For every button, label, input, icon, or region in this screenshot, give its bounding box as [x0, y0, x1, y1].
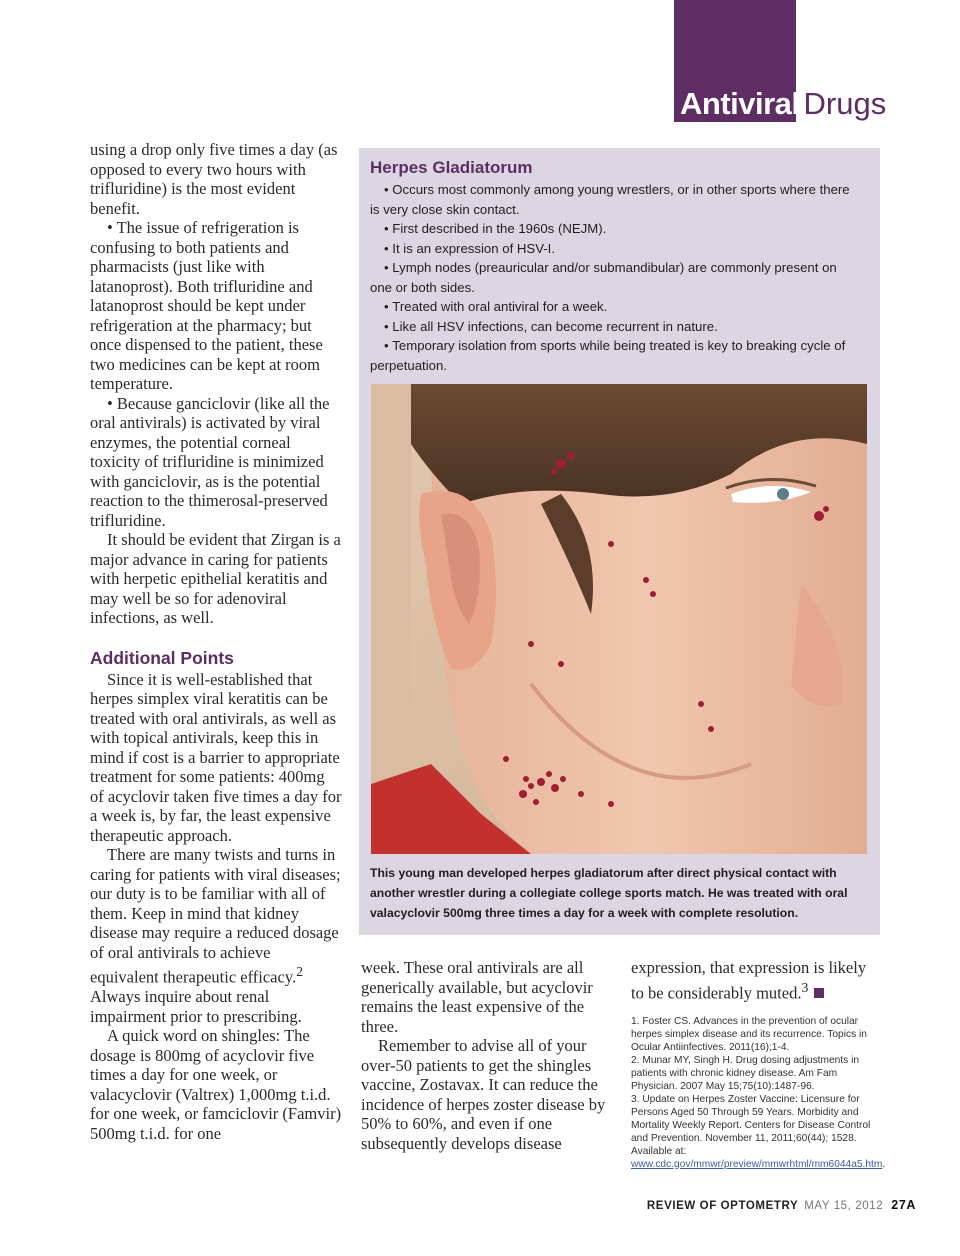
col1-section-paragraph-2 — [90, 845, 342, 1026]
section-title-light: Drugs — [803, 86, 887, 121]
col1-section-paragraph-2-text: There are many twists and turns in caring for patients with viral diseases; our duty is to be familiar with all of them. Keep in mind that kidney disease may require a reduced dosage of oral antivirals to achieve equivalent therapeutic efficacy. — [90, 845, 341, 987]
references-list — [631, 1015, 886, 1171]
reference-3-link[interactable]: www.cdc.gov/mmwr/preview/mmwrhtml/mm6044a5.htm — [631, 1158, 883, 1170]
col1-section-paragraph-2-tail: Always inquire about renal impairment prior to prescribing. — [90, 987, 302, 1026]
reference-superscript-2: 2 — [296, 964, 304, 979]
reference-item — [631, 1093, 886, 1171]
footer-date: MAY 15, 2012 — [804, 1200, 884, 1212]
footer-page-number: 27A — [891, 1198, 916, 1212]
section-title-bold: Antiviral — [680, 86, 800, 121]
column-2 — [361, 958, 609, 1153]
column-3 — [631, 958, 886, 1171]
sidebar-bullet: • It is an expression of HSV-I. — [370, 239, 860, 259]
photo-caption: This young man developed herpes gladiatorum after direct physical contact with another wrestler during a collegiate college sports match. He was treated with oral valacyclovir 500mg three times a day for a week with complete resolution. — [370, 866, 848, 920]
additional-points-heading: Additional Points — [90, 647, 234, 668]
reference-item: 2. Munar MY, Singh H. Drug dosing adjustments in patients with chronic kidney disease. Am Fam Physician. 2007 May 15;75(10):1487-96. — [631, 1054, 860, 1092]
sidebar-bullet: • First described in the 1960s (NEJM). — [370, 219, 860, 239]
sidebar-bullet-list — [370, 180, 860, 375]
col1-paragraph-3: • Because ganciclovir (like all the oral antivirals) is activated by viral enzymes, the potential corneal toxicity of trifluridine is minimized with ganciclovir, as is the potential reaction to the thimerosal-preserved trifluridine. — [90, 393, 330, 530]
column-1 — [90, 140, 342, 1143]
patient-photo-illustration — [371, 384, 867, 854]
reference-3-text: 3. Update on Herpes Zoster Vaccine: Licensure for Persons Aged 50 Through 59 Years. Morbidity and Mortality Weekly Report. Centers for Disease Control and Prevention. November 11, 2011;60(44); 1528. Available at: — [631, 1093, 871, 1157]
col2-paragraph-2: Remember to advise all of your over-50 patients to get the shingles vaccine, Zostavax. It can reduce the incidence of herpes zoster disease by 50% to 60%, and even if one subsequently develops disease — [361, 1036, 606, 1153]
col1-paragraph-4: It should be evident that Zirgan is a major advance in caring for patients with herpetic epithelial keratitis and may well be so for adenoviral infections, as well. — [90, 530, 341, 627]
footer-publication: REVIEW OF OPTOMETRY — [646, 1200, 799, 1212]
sidebar-bullet: • Lymph nodes (preauricular and/or submandibular) are commonly present on one or both sides. — [370, 258, 860, 297]
col1-section-paragraph-3: A quick word on shingles: The dosage is 800mg of acyclovir five times a day for one week, or valacyclovir (Valtrex) 1,000mg t.i.d. for one week, or famciclovir (Famvir) 500mg t.i.d. for one — [90, 1026, 342, 1143]
sidebar-title: Herpes Gladiatorum — [370, 158, 533, 177]
col1-paragraph-1: using a drop only five times a day (as opposed to every two hours with trifluridine) is the most evident benefit. — [90, 140, 338, 218]
col1-section-paragraph-1: Since it is well-established that herpes simplex viral keratitis can be treated with oral antivirals, as well as with topical antivirals, keep this in mind if cost is a barrier to appropriate treatment for some patients: 400mg of acyclovir taken five times a day for a week is, by far, the least expensive therapeutic approach. — [90, 669, 342, 845]
sidebar-bullet: • Like all HSV infections, can become recurrent in nature. — [370, 317, 860, 337]
sidebar-bullet: • Occurs most commonly among young wrestlers, or in other sports where there is very close skin contact. — [370, 180, 860, 219]
sidebar-bullet: • Treated with oral antiviral for a week. — [370, 297, 860, 317]
section-title — [680, 84, 886, 124]
page-footer — [647, 1198, 916, 1212]
sidebar-bullet: • Temporary isolation from sports while being treated is key to breaking cycle of perpetuation. — [370, 336, 860, 375]
col2-paragraph-1: week. These oral antivirals are all generically available, but acyclovir remains the least expensive of the three. — [361, 958, 593, 1036]
end-of-article-mark — [814, 988, 824, 998]
reference-item: 1. Foster CS. Advances in the prevention of ocular herpes simplex disease and its recurrence. Topics in Ocular Antiinfectives. 2011(16);1-4. — [631, 1015, 867, 1053]
col3-paragraph-text: expression, that expression is likely to be considerably muted. — [631, 958, 867, 1002]
reference-superscript-3: 3 — [801, 979, 809, 995]
col3-paragraph — [631, 958, 879, 1003]
col1-paragraph-2: • The issue of refrigeration is confusing to both patients and pharmacists (just like with latanoprost). Both trifluridine and latanoprost should be kept under refrigeration at the pharmacy; but once dispensed to the patient, these two medicines can be kept at room temperature. — [90, 218, 323, 393]
patient-photo — [371, 384, 867, 854]
reference-3-tail: . — [882, 1158, 886, 1170]
